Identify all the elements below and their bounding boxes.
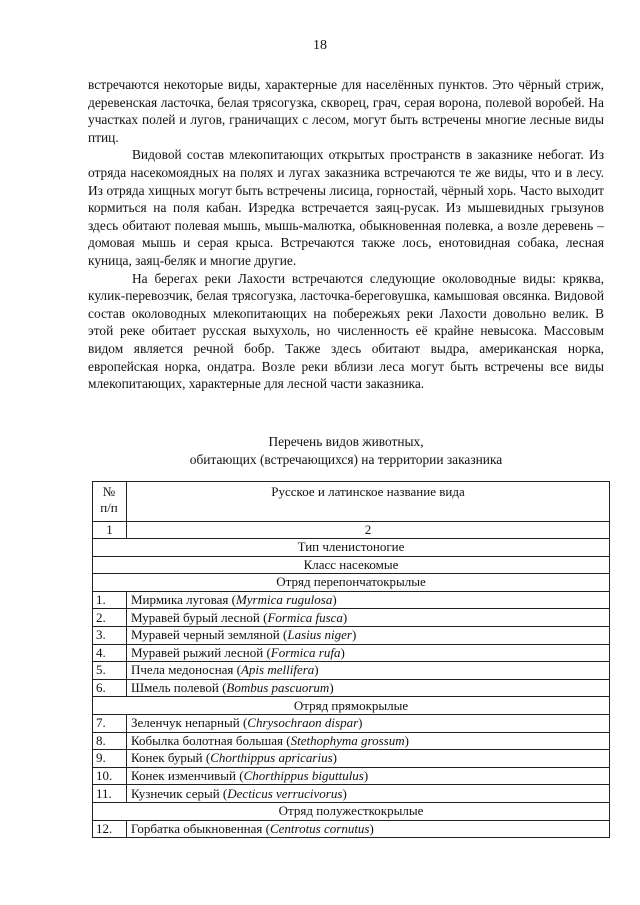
species-number: 5. [93, 662, 127, 680]
table-group-row [93, 556, 610, 574]
species-russian-name: Муравей бурый лесной ( [131, 609, 268, 625]
species-latin-name: Formica fusca [267, 609, 343, 625]
species-number: 10. [93, 767, 127, 785]
species-russian-name: Горбатка обыкновенная ( [131, 820, 270, 836]
species-number: 9. [93, 750, 127, 768]
species-number: 8. [93, 732, 127, 750]
species-number: 6. [93, 679, 127, 697]
table-row [93, 750, 610, 768]
table-row [93, 785, 610, 803]
header-number-symbol: № [102, 484, 116, 499]
species-russian-name: Пчела медоносная ( [131, 662, 241, 678]
table-group-row [93, 539, 610, 557]
species-name [127, 662, 610, 680]
table-row [93, 662, 610, 680]
species-russian-name: Муравей черный земляной ( [131, 627, 288, 643]
header-number-cell [93, 482, 127, 522]
header-name-cell: Русское и латинское название вида [127, 482, 610, 522]
species-number: 11. [93, 785, 127, 803]
species-russian-name: Зеленчук непарный ( [131, 715, 248, 731]
species-name [127, 732, 610, 750]
table-row [93, 609, 610, 627]
species-latin-name: Lasius niger [287, 627, 352, 643]
table-row [93, 820, 610, 838]
species-name-closing: ) [363, 768, 369, 784]
table-row [93, 644, 610, 662]
species-name [127, 679, 610, 697]
species-name-closing: ) [369, 820, 374, 836]
table-row [93, 732, 610, 750]
species-latin-name: Stethophyma grossum [290, 732, 405, 748]
group-heading: Класс насекомые [93, 556, 610, 574]
table-row [93, 626, 610, 644]
species-name-closing: ) [340, 644, 345, 660]
species-number: 1. [93, 591, 127, 609]
species-russian-name: Конек изменчивый ( [131, 768, 244, 784]
species-latin-name: Centrotus cornutus [269, 820, 370, 836]
species-latin-name: Formica rufa [270, 644, 341, 660]
paragraph-3: На берегах реки Лахости встречаются следующие околоводные виды: кряква, кулик-перевозчик, белая трясогузка, ласточка-береговушка, камышовая овсянка. Видовой состав околоводных млекопитающих на побережьях реки Лахости довольно велик. В этой реке обитает русская выхухоль, но численность её крайне невысока. Массовым видом является речной бобр. Также здесь обитают выдра, американская норка, европейская норка, ондатра. Возле реки вблизи леса могут быть встречены все виды млекопитающих, характерные для лесной части заказника. [88, 270, 604, 392]
species-latin-name: Decticus verrucivorus [227, 785, 343, 801]
column-number-2: 2 [127, 522, 610, 539]
header-number-abbrev: п/п [100, 500, 118, 515]
paragraph-2: Видовой состав млекопитающих открытых пространств в заказнике небогат. Из отряда насекомоядных на полях и лугах заказника встречаются те же виды, что и в лесу. Из отряда хищных могут быть встречены лисица, горностай, чёрный хорь. Часто выходит кормиться на поля кабан. Изредка встречается заяц-русак. Из мышевидных грызунов здесь обитают полевая мышь, мышь-малютка, обыкновенная полевка, а возле деревень – домовая мышь и серая крыса. Встречаются также лось, енотовидная собака, лесная куница, заяц-беляк и многие другие. [88, 147, 604, 268]
species-name-closing: ) [342, 609, 348, 625]
species-name [127, 820, 610, 838]
species-latin-name: Myrmica rugulosa [235, 592, 333, 608]
species-name [127, 750, 610, 768]
species-name [127, 626, 610, 644]
table-row [93, 591, 610, 609]
species-table [92, 481, 610, 838]
species-name-closing: ) [404, 732, 409, 748]
species-name-closing: ) [314, 662, 319, 678]
species-number: 3. [93, 626, 127, 644]
species-russian-name: Кобылка болотная большая ( [131, 732, 291, 748]
table-row [93, 767, 610, 785]
species-russian-name: Кузнечик серый ( [131, 785, 228, 801]
species-number: 4. [93, 644, 127, 662]
group-heading: Отряд перепончатокрылые [93, 574, 610, 592]
species-name-closing: ) [358, 715, 363, 731]
species-russian-name: Шмель полевой ( [131, 680, 227, 696]
column-number-1: 1 [93, 522, 127, 539]
group-heading: Отряд полужесткокрылые [93, 802, 610, 820]
species-list-title-line2: обитающих (встречающихся) на территории заказника [189, 452, 503, 467]
species-latin-name: Chorthippus apricarius [210, 750, 333, 766]
species-name-closing: ) [332, 750, 337, 766]
group-heading: Тип членистоногие [93, 539, 610, 557]
table-row [93, 714, 610, 732]
species-number: 2. [93, 609, 127, 627]
species-name [127, 591, 610, 609]
species-name [127, 767, 610, 785]
species-name-closing: ) [332, 592, 337, 608]
species-name [127, 714, 610, 732]
species-russian-name: Конек бурый ( [131, 750, 211, 766]
species-latin-name: Bombus pascuorum [226, 680, 330, 696]
table-group-row [93, 574, 610, 592]
body-text [88, 76, 604, 393]
species-name-closing: ) [329, 680, 334, 696]
species-russian-name: Муравей рыжий лесной ( [131, 644, 271, 660]
species-number: 12. [93, 820, 127, 838]
species-number: 7. [93, 714, 127, 732]
group-heading: Отряд прямокрылые [93, 697, 610, 715]
species-russian-name: Мирмика луговая ( [131, 592, 236, 608]
page-number: 18 [313, 38, 327, 53]
species-latin-name: Apis mellifera [240, 662, 315, 678]
species-name [127, 609, 610, 627]
table-header-row [93, 482, 610, 522]
species-name [127, 785, 610, 803]
table-group-row [93, 697, 610, 715]
table-group-row [93, 802, 610, 820]
species-latin-name: Chrysochraon dispar [247, 715, 359, 731]
species-latin-name: Chorthippus biguttulus [243, 768, 364, 784]
species-name-closing: ) [342, 785, 347, 801]
paragraph-1: встречаются некоторые виды, характерные для населённых пунктов. Это чёрный стриж, деревенская ласточка, белая трясогузка, скворец, грач, серая ворона, полевой воробей. На участках полей и лугов, граничащих с лесом, могут быть встречены многие лесные виды птиц. [88, 77, 604, 145]
table-row [93, 679, 610, 697]
species-name [127, 644, 610, 662]
column-number-row [93, 522, 610, 539]
species-list-title-line1: Перечень видов животных, [268, 434, 424, 449]
species-name-closing: ) [352, 627, 357, 643]
species-list-title [88, 433, 604, 469]
